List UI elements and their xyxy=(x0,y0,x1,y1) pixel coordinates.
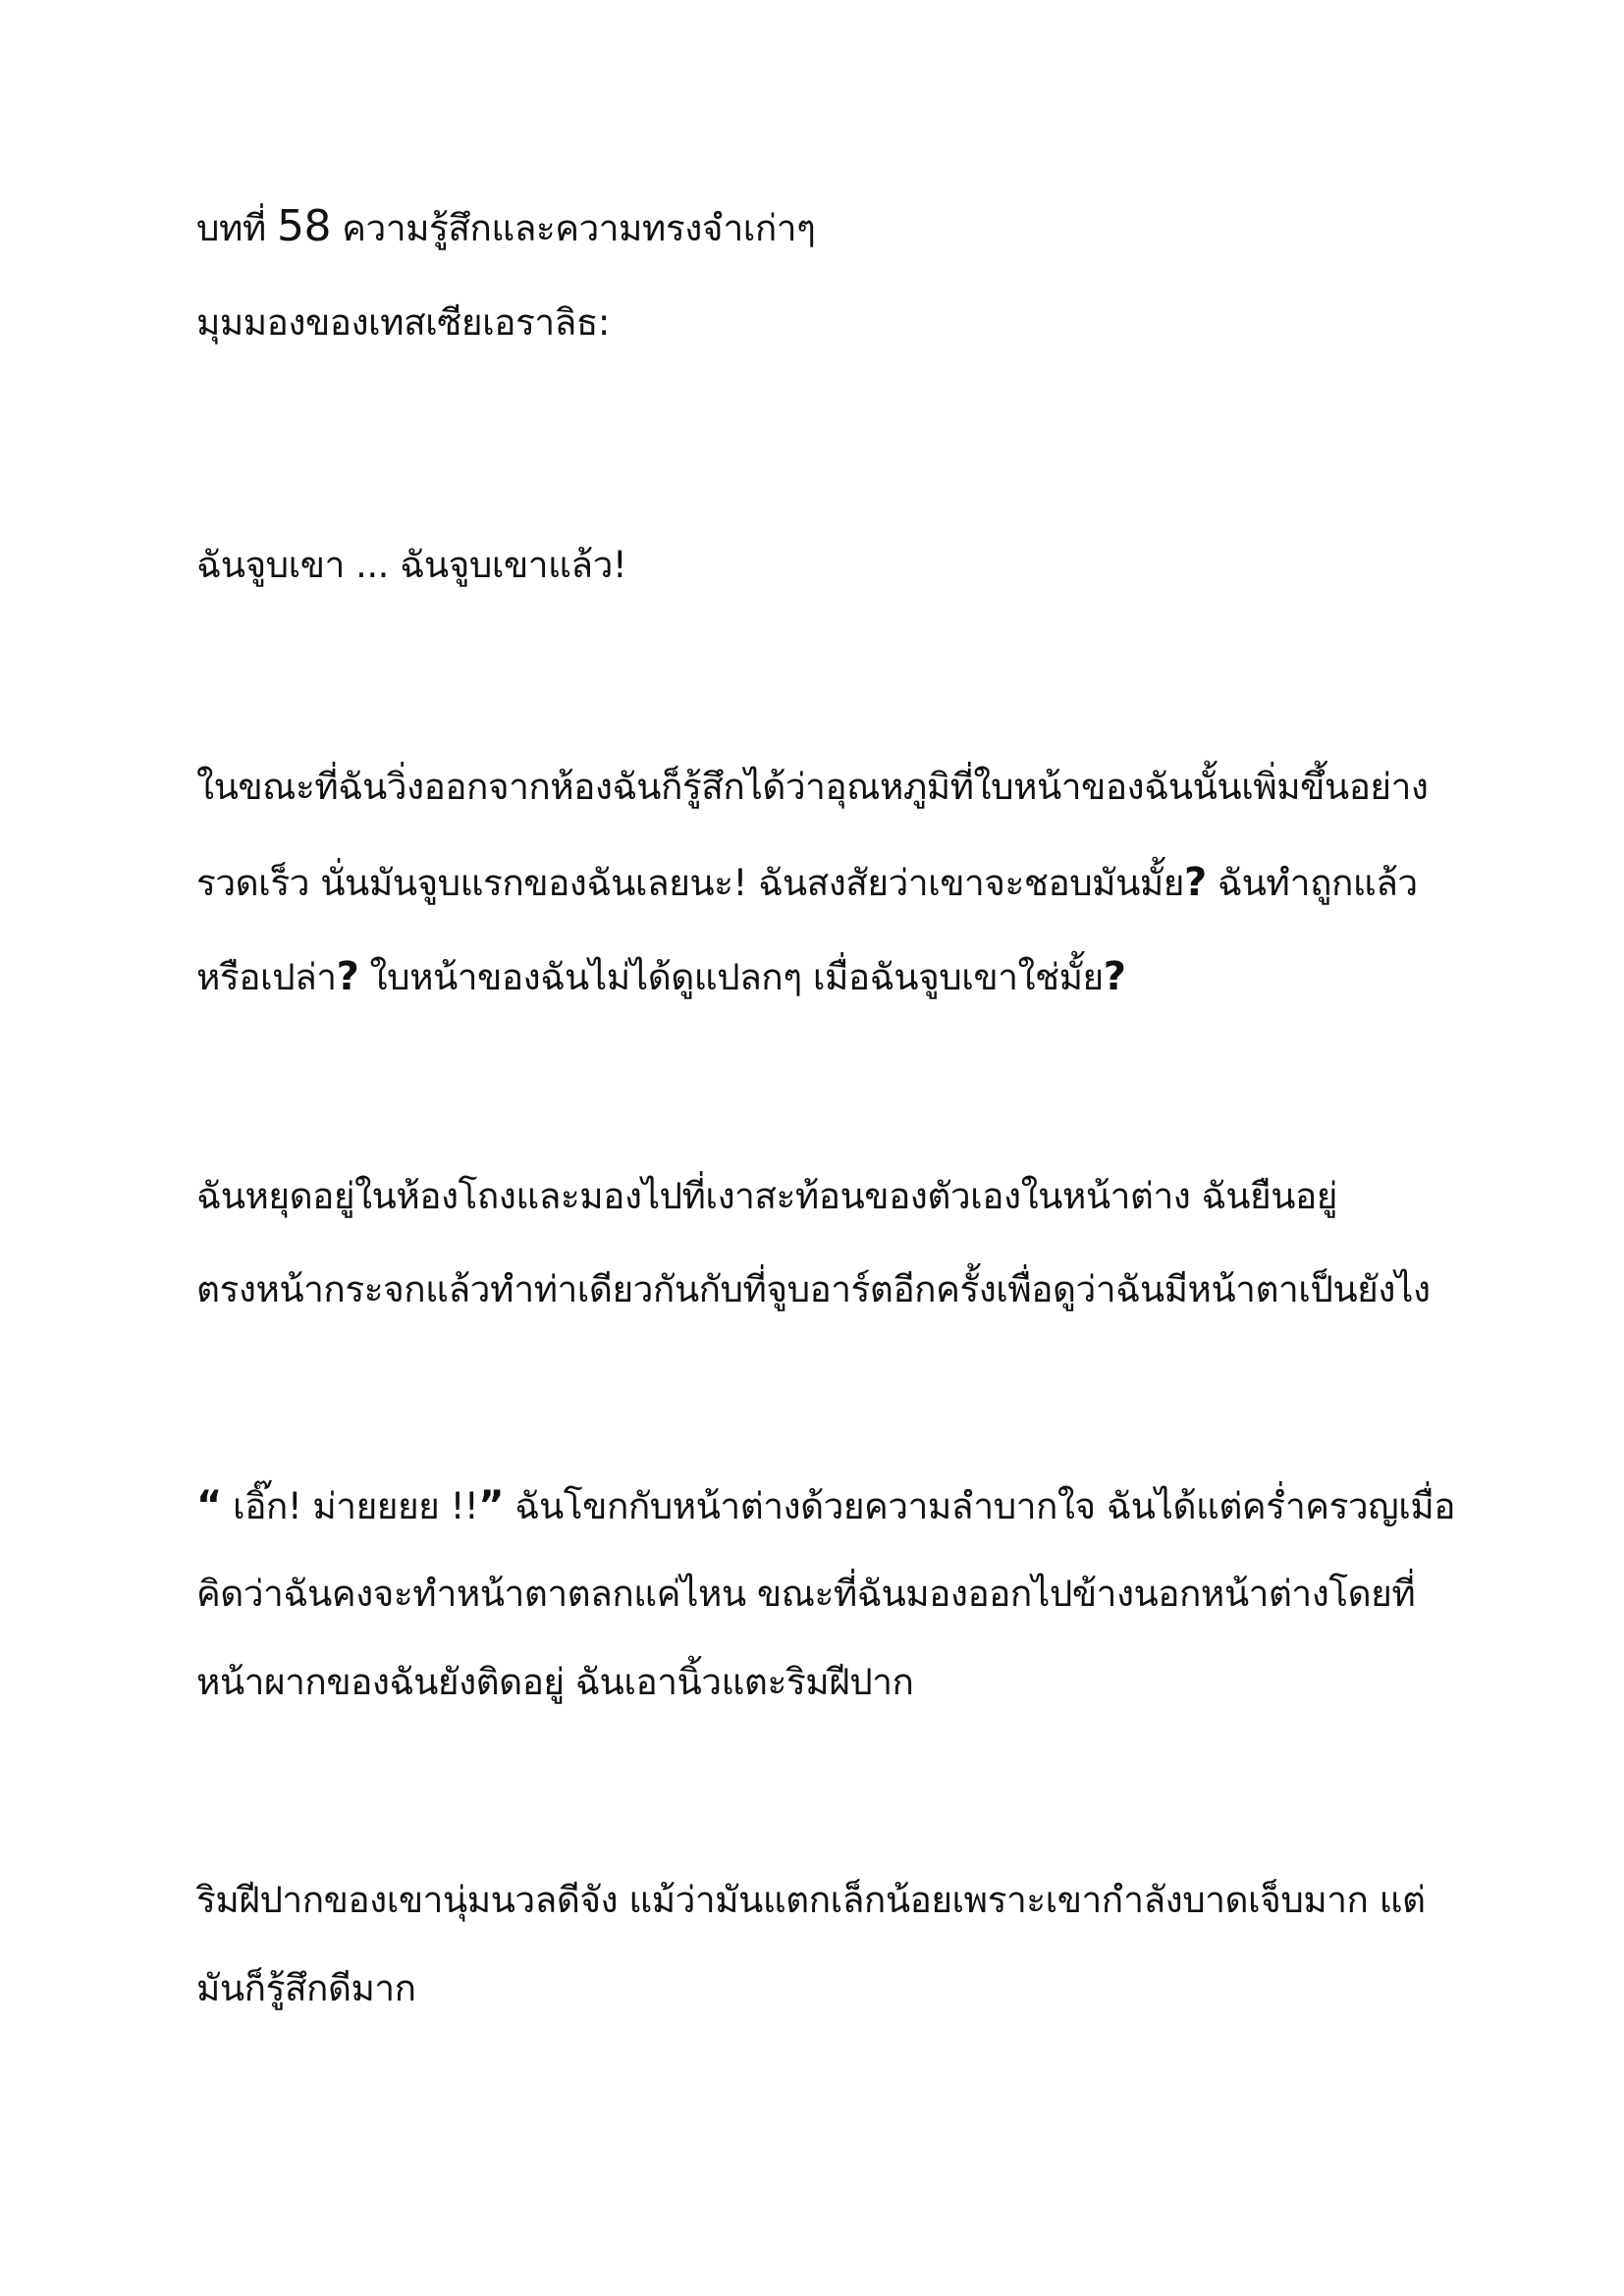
paragraph-4-line-1 xyxy=(196,1482,1455,1530)
text-segment: หรือเปล่า xyxy=(196,956,337,998)
paragraph-5-line-1: ริมฝีปากของเขานุ่มนวลดีจัง แม้ว่ามันแตกเล็กน้อยเพราะเขากำลังบาดเจ็บมาก แต่ xyxy=(196,1879,1426,1921)
paragraph-3-line-1: ฉันหยุดอยู่ในห้องโถงและมองไปที่เงาสะท้อนของตัวเองในหน้าต่าง ฉันยืนอยู่ xyxy=(196,1175,1337,1217)
text-segment: รวดเร็ว นั่นมันจูบแรกของฉันเลยนะ! ฉันสงสัยว่าเขาจะชอบมันมั้ย xyxy=(196,862,1184,904)
text-segment: ฉันทำถูกแล้ว xyxy=(1206,862,1418,904)
paragraph-4-line-2: คิดว่าฉันคงจะทำหน้าตาตลกแค่ไหน ขณะที่ฉันมองออกไปข้างนอกหน้าต่างโดยที่ xyxy=(196,1573,1416,1615)
question-mark: ? xyxy=(336,954,359,999)
paragraph-2-line-3 xyxy=(196,953,1125,1001)
chapter-heading xyxy=(196,203,815,252)
paragraph-4-line-3: หน้าผากของฉันยังติดอยู่ ฉันเอานิ้วแตะริมฝีปาก xyxy=(196,1661,914,1703)
paragraph-1-line-1: ฉันจูบเขา ... ฉันจูบเขาแล้ว! xyxy=(196,544,627,586)
text-segment: เอิ๊ก! ม่ายยยย !! xyxy=(221,1485,479,1527)
text-segment: ใบหน้าของฉันไม่ได้ดูแปลกๆ เมื่อฉันจูบเขาใช่มั้ย xyxy=(358,956,1104,998)
paragraph-2-line-2 xyxy=(196,859,1418,907)
paragraph-2-line-1: ในขณะที่ฉันวิ่งออกจากห้องฉันก็รู้สึกได้ว่าอุณหภูมิที่ใบหน้าของฉันนั้นเพิ่มขึ้นอย่าง xyxy=(196,766,1429,808)
chapter-prefix: บทที่ xyxy=(196,207,278,249)
pov-line: มุมมองของเทสเซียเอราลิธ: xyxy=(196,301,610,344)
text-segment: ฉันโขกกับหน้าต่างด้วยความลำบากใจ ฉันได้แต่คร่ำครวญเมื่อ xyxy=(504,1485,1455,1527)
paragraph-5-line-2: มันก็รู้สึกดีมาก xyxy=(196,1967,416,2009)
open-quote: “ xyxy=(196,1483,222,1528)
chapter-title: ความรู้สึกและความทรงจำเก่าๆ xyxy=(331,207,816,249)
close-quote: ” xyxy=(478,1483,505,1528)
paragraph-3-line-2: ตรงหน้ากระจกแล้วทำท่าเดียวกันกับที่จูบอาร์ตอีกครั้งเพื่อดูว่าฉันมีหน้าตาเป็นยังไง xyxy=(196,1268,1431,1310)
chapter-number: 58 xyxy=(277,201,332,251)
question-mark: ? xyxy=(1103,954,1126,999)
question-mark: ? xyxy=(1183,860,1207,905)
